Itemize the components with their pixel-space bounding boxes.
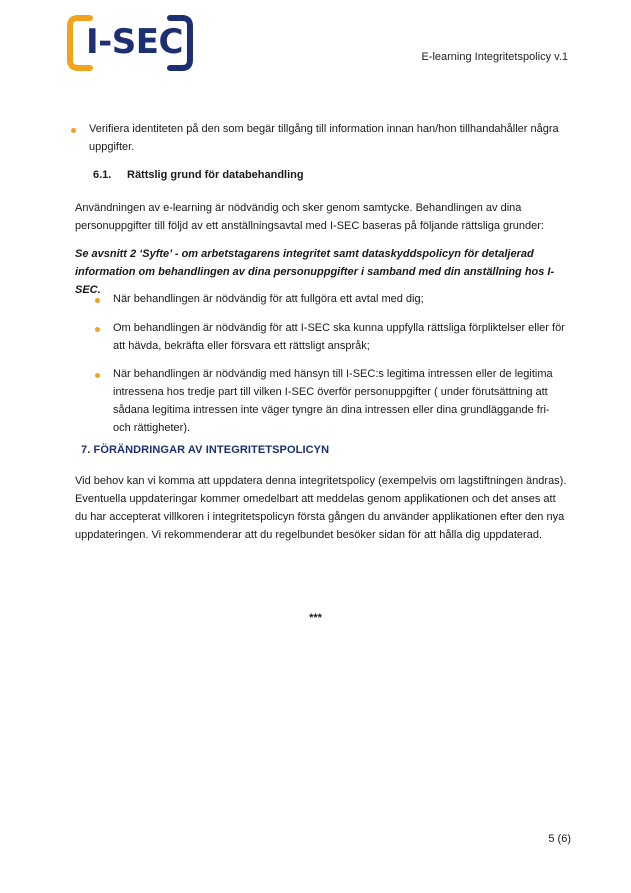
bullet-icon xyxy=(71,128,76,133)
separator: *** xyxy=(309,612,322,624)
subsection-number: 6.1. xyxy=(93,169,112,181)
company-logo xyxy=(66,14,196,74)
bullet-icon xyxy=(95,327,100,332)
bullet-icon xyxy=(95,298,100,303)
document-title: E-learning Integritetspolicy v.1 xyxy=(421,51,568,63)
subsection-intro: Användningen av e-learning är nödvändig och sker genom samtycke. Behandlingen av dina personuppgifter till följd av ett anställningsavtal med I-SEC baseras på följande rättsliga grunder: xyxy=(75,202,544,232)
list-item: När behandlingen är nödvändig för att fullgöra ett avtal med dig; xyxy=(113,293,424,305)
logo-text: I-SEC xyxy=(86,22,183,62)
subsection-title: Rättslig grund för databehandling xyxy=(127,169,304,181)
page-number: 5 (6) xyxy=(548,833,571,845)
section-body: Vid behov kan vi komma att uppdatera denna integritetspolicy (exempelvis om lagstiftningen ändras). Eventuella uppdateringar kommer omedelbart att meddelas genom applikationen och det anses att du har accepterat villkoren i integritetspolicyn första gången du använder applikationen efter den nya uppdateringen. Vi rekommenderar att du regelbundet besöker sidan för att hålla dig uppdaterad. xyxy=(75,475,567,541)
list-item: Verifiera identiteten på den som begär tillgång till information innan han/hon tillhandahåller några uppgifter. xyxy=(89,123,559,153)
list-item: När behandlingen är nödvändig med hänsyn till I-SEC:s legitima intressen eller de legitima intressena hos tredje part till vilken I-SEC överför personuppgifter ( under förutsättning att sådana legitima intressen inte väger tyngre än dina intressen eller dina grundläggande fri- och rättigheter). xyxy=(113,368,553,434)
list-item: Om behandlingen är nödvändig för att I-SEC ska kunna uppfylla rättsliga förpliktelser eller för att hävda, bekräfta eller försvara ett rättsligt anspråk; xyxy=(113,322,565,352)
bullet-icon xyxy=(95,373,100,378)
subsection-note: Se avsnitt 2 ‘Syfte’ - om arbetstagarens integritet samt dataskyddspolicyn för detaljerad information om behandlingen av dina personuppgifter i samband med din anställning hos I-SEC. xyxy=(75,248,555,296)
section-heading: 7. FÖRÄNDRINGAR AV INTEGRITETSPOLICYN xyxy=(81,444,330,456)
